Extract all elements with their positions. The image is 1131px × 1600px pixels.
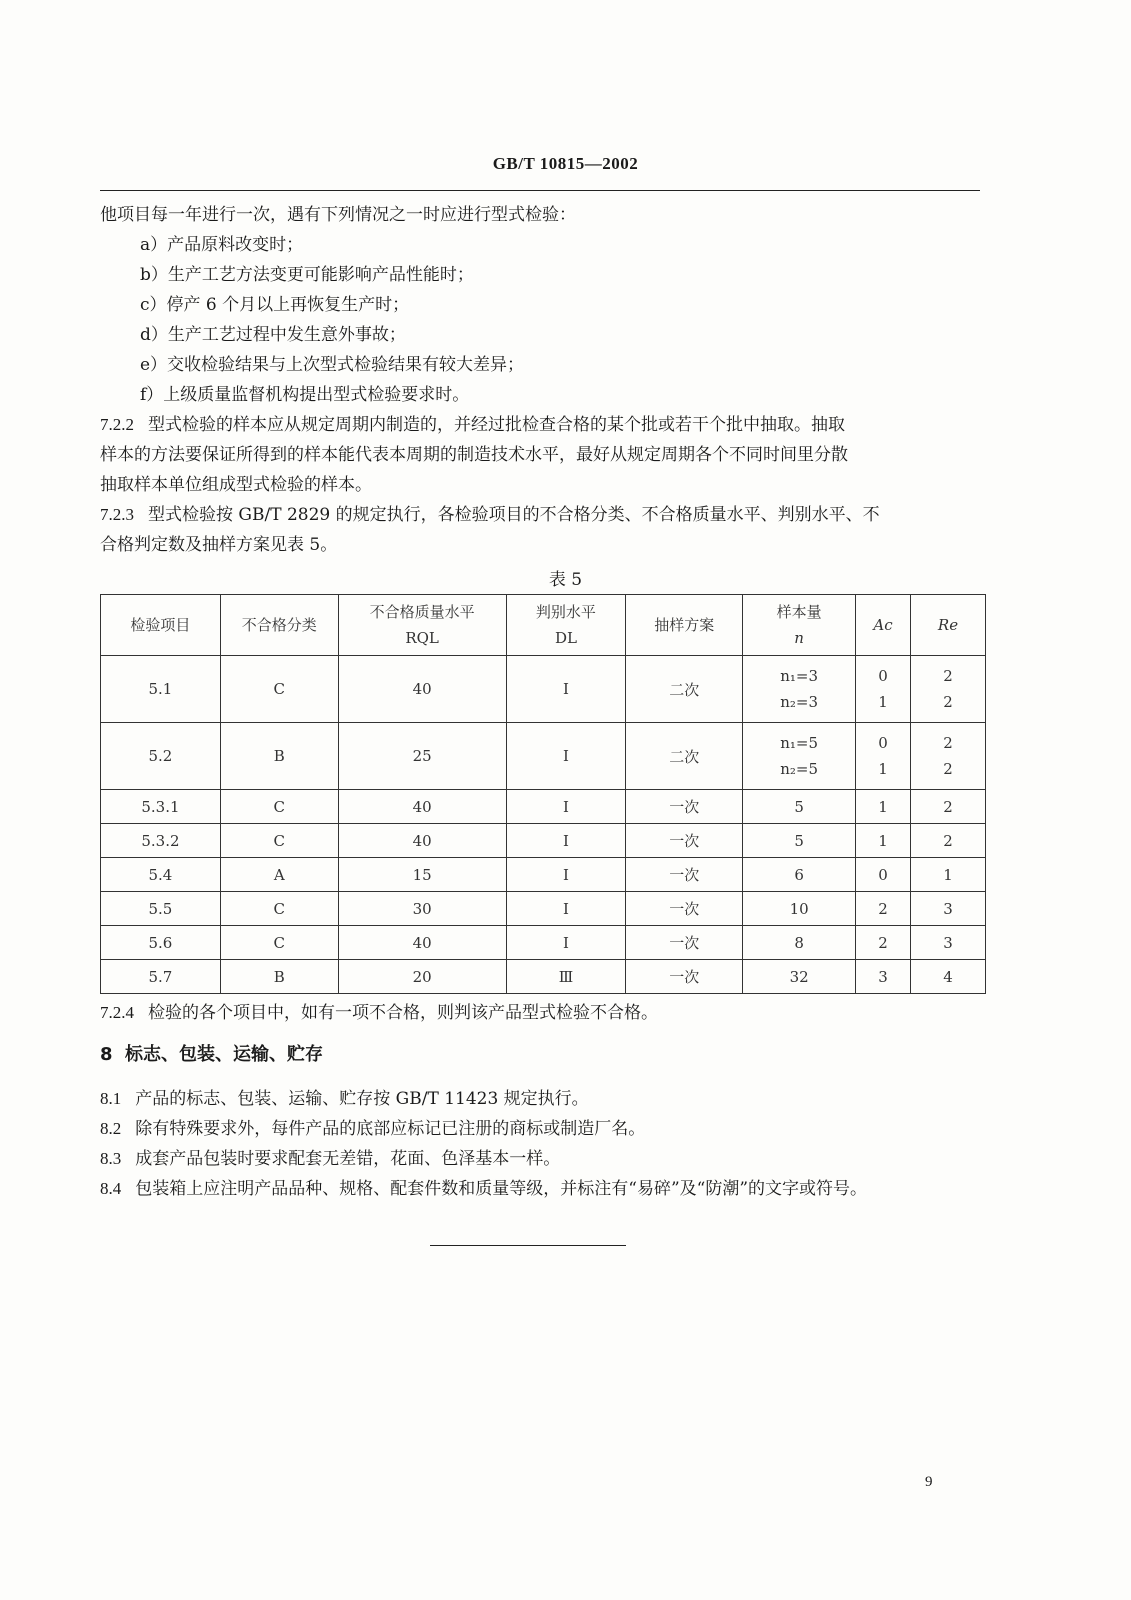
cell-item: 5.2 [101, 723, 221, 790]
cell-re: 2 [911, 790, 986, 824]
cell-re: 2 2 [911, 656, 986, 723]
end-rule [430, 1245, 626, 1246]
cell-n: n₁=3 n₂=3 [743, 656, 856, 723]
condition-f: f）上级质量监督机构提出型式检验要求时。 [140, 385, 470, 405]
clause-8-4 [100, 1174, 980, 1204]
intro-line: 他项目每一年进行一次，遇有下列情况之一时应进行型式检验： [100, 205, 576, 225]
standard-code-header: GB/T 10815—2002 [492, 154, 639, 173]
header-item: 检验项目 [101, 595, 221, 656]
clause-7-2-2-line3: 抽取样本单位组成型式检验的样本。 [100, 475, 372, 495]
clause-8-1 [100, 1084, 980, 1114]
cell-n: 10 [743, 892, 856, 926]
cell-ac: 1 [856, 790, 911, 824]
cell-dl: Ⅲ [506, 960, 626, 994]
cell-plan: 二次 [626, 723, 743, 790]
clause-number: 8.2 [100, 1119, 122, 1138]
clause-number: 7.2.4 [100, 1003, 134, 1022]
clause-text: 包装箱上应注明产品品种、规格、配套件数和质量等级，并标注有“易碎”及“防潮”的文字或符号。 [135, 1179, 868, 1199]
clause-number: 8.1 [100, 1089, 122, 1108]
clause-8-3 [100, 1144, 980, 1174]
cell-item: 5.1 [101, 656, 221, 723]
cell-ac: 1 [856, 824, 911, 858]
clause-number: 7.2.2 [100, 415, 134, 434]
cell-re: 2 2 [911, 723, 986, 790]
cell-plan: 一次 [626, 892, 743, 926]
cell-rql: 40 [338, 656, 506, 723]
cell-class: C [220, 926, 338, 960]
clause-7-2-3 [100, 500, 980, 530]
cell-re: 3 [911, 892, 986, 926]
table-row [101, 790, 986, 824]
cell-plan: 一次 [626, 926, 743, 960]
clause-text: 产品的标志、包装、运输、贮存按 GB/T 11423 规定执行。 [135, 1089, 589, 1109]
section-8-title: 8 标志、包装、运输、贮存 [100, 1044, 324, 1065]
cell-plan: 一次 [626, 824, 743, 858]
table-row [101, 858, 986, 892]
cell-dl: Ⅰ [506, 926, 626, 960]
cell-class: B [220, 960, 338, 994]
cell-item: 5.6 [101, 926, 221, 960]
cell-re: 1 [911, 858, 986, 892]
cell-rql: 20 [338, 960, 506, 994]
cell-n: n₁=5 n₂=5 [743, 723, 856, 790]
clause-7-2-4 [100, 998, 980, 1028]
table-row [101, 960, 986, 994]
cell-n: 6 [743, 858, 856, 892]
table-caption: 表 5 [548, 570, 583, 590]
cell-rql: 30 [338, 892, 506, 926]
table-row [101, 824, 986, 858]
cell-ac: 0 [856, 858, 911, 892]
cell-re: 2 [911, 824, 986, 858]
clause-number: 7.2.3 [100, 505, 134, 524]
cell-class: A [220, 858, 338, 892]
cell-plan: 一次 [626, 858, 743, 892]
cell-ac: 2 [856, 892, 911, 926]
cell-dl: Ⅰ [506, 858, 626, 892]
cell-rql: 40 [338, 824, 506, 858]
condition-a: a）产品原料改变时； [140, 235, 304, 255]
cell-re: 4 [911, 960, 986, 994]
clause-text: 检验的各个项目中，如有一项不合格，则判该产品型式检验不合格。 [148, 1003, 658, 1023]
header-plan: 抽样方案 [626, 595, 743, 656]
cell-dl: Ⅰ [506, 723, 626, 790]
cell-class: B [220, 723, 338, 790]
clause-7-2-3-line2: 合格判定数及抽样方案见表 5。 [100, 535, 338, 555]
table-header-row [101, 595, 986, 656]
cell-n: 5 [743, 790, 856, 824]
cell-item: 5.3.2 [101, 824, 221, 858]
cell-item: 5.7 [101, 960, 221, 994]
table-row [101, 723, 986, 790]
cell-plan: 一次 [626, 790, 743, 824]
table-row [101, 656, 986, 723]
clause-8-2 [100, 1114, 980, 1144]
sampling-table [100, 594, 986, 994]
header-ac: Ac [856, 595, 911, 656]
condition-d: d）生产工艺过程中发生意外事故； [140, 325, 406, 345]
cell-ac: 0 1 [856, 723, 911, 790]
cell-n: 8 [743, 926, 856, 960]
cell-dl: Ⅰ [506, 656, 626, 723]
clause-number: 8.4 [100, 1179, 122, 1198]
cell-ac: 2 [856, 926, 911, 960]
cell-rql: 25 [338, 723, 506, 790]
header-rql: 不合格质量水平 RQL [338, 595, 506, 656]
clause-text: 型式检验的样本应从规定周期内制造的，并经过批检查合格的某个批或若干个批中抽取。抽取 [148, 415, 845, 435]
condition-c: c）停产 6 个月以上再恢复生产时； [140, 295, 410, 315]
clause-number: 8.3 [100, 1149, 122, 1168]
header-sample-size: 样本量 n [743, 595, 856, 656]
condition-e: e）交收检验结果与上次型式检验结果有较大差异； [140, 355, 525, 375]
cell-ac: 0 1 [856, 656, 911, 723]
clause-text: 除有特殊要求外，每件产品的底部应标记已注册的商标或制造厂名。 [135, 1119, 646, 1139]
cell-class: C [220, 790, 338, 824]
cell-ac: 3 [856, 960, 911, 994]
condition-b: b）生产工艺方法变更可能影响产品性能时； [140, 265, 474, 285]
cell-dl: Ⅰ [506, 824, 626, 858]
cell-dl: Ⅰ [506, 892, 626, 926]
header-rule [100, 190, 980, 191]
cell-re: 3 [911, 926, 986, 960]
clause-7-2-2 [100, 410, 980, 440]
cell-n: 5 [743, 824, 856, 858]
table-row [101, 892, 986, 926]
cell-item: 5.5 [101, 892, 221, 926]
header-class: 不合格分类 [220, 595, 338, 656]
cell-item: 5.4 [101, 858, 221, 892]
clause-text: 成套产品包装时要求配套无差错，花面、色泽基本一样。 [135, 1149, 561, 1169]
cell-plan: 二次 [626, 656, 743, 723]
clause-text: 型式检验按 GB/T 2829 的规定执行，各检验项目的不合格分类、不合格质量水平、判别水平、不 [148, 505, 880, 525]
cell-rql: 40 [338, 790, 506, 824]
header-dl: 判别水平 DL [506, 595, 626, 656]
cell-class: C [220, 892, 338, 926]
header-re: Re [911, 595, 986, 656]
cell-dl: Ⅰ [506, 790, 626, 824]
table-row [101, 926, 986, 960]
cell-rql: 40 [338, 926, 506, 960]
clause-7-2-2-line2: 样本的方法要保证所得到的样本能代表本周期的制造技术水平，最好从规定周期各个不同时间里分散 [100, 445, 848, 465]
page-number: 9 [925, 1474, 933, 1490]
cell-class: C [220, 824, 338, 858]
cell-class: C [220, 656, 338, 723]
cell-n: 32 [743, 960, 856, 994]
cell-rql: 15 [338, 858, 506, 892]
cell-plan: 一次 [626, 960, 743, 994]
cell-item: 5.3.1 [101, 790, 221, 824]
